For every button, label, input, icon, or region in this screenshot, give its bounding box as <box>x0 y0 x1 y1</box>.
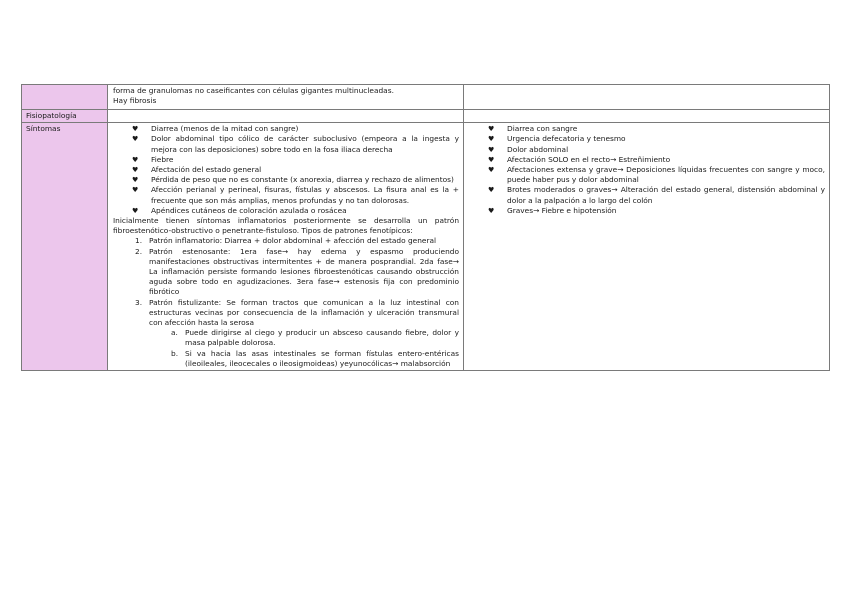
heart-bullet-icon: ♥ <box>488 166 495 175</box>
heart-bullet-icon: ♥ <box>132 176 139 185</box>
heart-bullet-icon: ♥ <box>488 145 495 154</box>
list-item: ♥ Afección perianal y perineal, fisuras, fístulas y abscesos. La fisura anal es la + frecuente que son más amplias, menos profundas y no tan dolorosas. <box>132 185 459 205</box>
heart-bullet-icon: ♥ <box>132 166 139 175</box>
heart-bullet-icon: ♥ <box>488 155 495 164</box>
heart-bullet-icon: ♥ <box>132 155 139 164</box>
heart-bullet-icon: ♥ <box>488 186 495 195</box>
list-item: ♥ Urgencia defecatoria y tenesmo <box>488 134 626 144</box>
list-item: ♥ Afectación del estado general <box>132 165 262 175</box>
heart-bullet-icon: ♥ <box>132 186 139 195</box>
list-item: ♥ Dolor abdominal tipo cólico de carácter suboclusivo (empeora a la ingesta y mejora con las deposiciones) sobre todo en la fosa iliaca derecha <box>132 134 459 154</box>
list-item: 2. Patrón estenosante: 1era fase→ hay edema y espasmo produciendo manifestaciones obstructivas intermitentes + de manera posprandial. 2da fase→ La inflamación persiste formando lesiones fibroestenóticas causando obstrucción aguda sobre todo en agudizaciones. 3era fase→ estenosis fija con predominio fibrótico <box>135 246 459 297</box>
sintomas-crohn-cell <box>108 123 464 371</box>
fisiopatologia-crohn-cell <box>108 110 464 123</box>
phenotype-pattern-list <box>113 236 459 369</box>
heart-bullet-icon: ♥ <box>488 206 495 215</box>
heart-bullet-icon: ♥ <box>132 135 139 144</box>
list-item: ♥ Diarrea con sangre <box>488 124 578 134</box>
list-item: 1. Patrón inflamatorio: Diarrea + dolor abdominal + afección del estado general <box>135 236 437 246</box>
list-item: ♥ Apéndices cutáneos de coloración azulada o rosácea <box>132 205 347 215</box>
list-item: b. Si va hacia las asas intestinales se forman fístulas entero-entéricas (ileoileales, ileocecales o ileosigmoideas) yeyunocólicas→ malabsorción <box>171 348 459 368</box>
list-item: 3. Patrón fistulizante: Se forman tractos que comunican a la luz intestinal con estructuras vecinas por consecuencia de la inflamación y ulceración transmural con afección hasta la serosa a. Puede dirigirse al ciego y producir un absceso causando fiebre, dolor y masa palpable dolorosa. b. Si va hacia las asas intestinales se forman fístulas entero-entéricas (ileoileales, ileocecales o ileosigmoideas) yeyunocólicas→ malabsorción <box>135 297 459 368</box>
table-row <box>22 110 830 123</box>
granuloma-line-2: Hay fibrosis <box>113 96 157 106</box>
heart-bullet-icon: ♥ <box>132 206 139 215</box>
table-row <box>22 85 830 110</box>
list-item: ♥ Pérdida de peso que no es constante (x anorexia, diarrea y rechazo de alimentos) <box>132 175 454 185</box>
phenotype-intro: Inicialmente tienen síntomas inflamatorios posteriormente se desarrolla un patrón fibroestenótico-obstructivo o penetrante-fistuloso. Tipos de patrones fenotípicos: <box>113 216 459 236</box>
fisiopatologia-label: Fisiopatología <box>22 110 108 123</box>
crohn-symptom-list <box>113 124 459 216</box>
list-item: ♥ Afectaciones extensa y grave→ Deposiciones líquidas frecuentes con sangre y moco, puede haber pus y dolor abdominal <box>488 165 825 185</box>
empty-label-cell <box>22 85 108 110</box>
table-row <box>22 123 830 371</box>
sintomas-label: Síntomas <box>22 123 108 371</box>
list-item: ♥ Graves→ Fiebre e hipotensión <box>488 205 617 215</box>
list-item: ♥ Afectación SOLO en el recto→ Estreñimiento <box>488 154 671 164</box>
cu-symptom-list <box>469 124 825 216</box>
granuloma-line-1: forma de granulomas no caseificantes con células gigantes multinucleadas. <box>113 86 394 95</box>
fisiopatologia-cu-cell <box>464 110 830 123</box>
heart-bullet-icon: ♥ <box>488 135 495 144</box>
list-item: ♥ Fiebre <box>132 154 174 164</box>
sintomas-cu-cell <box>464 123 830 371</box>
fistula-sub-list <box>149 328 459 369</box>
list-item: ♥ Diarrea (menos de la mitad con sangre) <box>132 124 299 134</box>
list-item: a. Puede dirigirse al ciego y producir un absceso causando fiebre, dolor y masa palpable dolorosa. <box>171 328 459 348</box>
empty-right-cell <box>464 85 830 110</box>
granuloma-cell <box>108 85 464 110</box>
clinical-table <box>21 84 830 371</box>
list-item: ♥ Brotes moderados o graves→ Alteración del estado general, distensión abdominal y dolor a la palpación a lo largo del colón <box>488 185 825 205</box>
list-item: ♥ Dolor abdominal <box>488 144 569 154</box>
heart-bullet-icon: ♥ <box>488 125 495 134</box>
heart-bullet-icon: ♥ <box>132 125 139 134</box>
